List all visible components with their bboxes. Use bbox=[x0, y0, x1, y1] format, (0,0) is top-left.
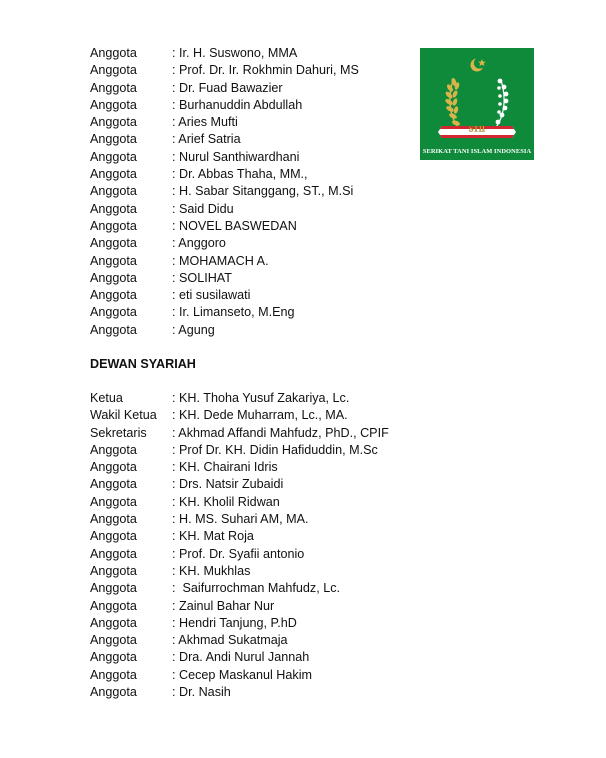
member-role: Anggota bbox=[90, 442, 137, 457]
member-role: Anggota bbox=[90, 546, 137, 561]
member-role: Anggota bbox=[90, 132, 137, 147]
member-role: Anggota bbox=[90, 598, 137, 613]
member-role: Anggota bbox=[90, 270, 137, 285]
member-name: : KH. Mat Roja bbox=[172, 529, 254, 544]
list-item bbox=[90, 511, 389, 528]
member-role: Anggota bbox=[90, 149, 137, 164]
member-name: : Anggoro bbox=[172, 236, 226, 251]
member-name: : Prof. Dr. Syafii antonio bbox=[172, 546, 305, 561]
member-role: Anggota bbox=[90, 184, 137, 199]
list-item bbox=[90, 407, 389, 424]
member-role: Anggota bbox=[90, 322, 137, 337]
list-item bbox=[90, 684, 389, 701]
member-role: Anggota bbox=[90, 494, 137, 509]
member-name: : Said Didu bbox=[172, 201, 234, 216]
list-item bbox=[90, 459, 389, 476]
list-item bbox=[90, 114, 359, 131]
list-item bbox=[90, 253, 359, 270]
member-name: : KH. Mukhlas bbox=[172, 563, 251, 578]
member-role: Anggota bbox=[90, 667, 137, 682]
list-item bbox=[90, 390, 389, 407]
member-name: : Agung bbox=[172, 322, 215, 337]
member-name: : SOLIHAT bbox=[172, 270, 232, 285]
list-item bbox=[90, 235, 359, 252]
member-role: Anggota bbox=[90, 685, 137, 700]
list-item bbox=[90, 131, 359, 148]
member-role: Anggota bbox=[90, 512, 137, 527]
list-item bbox=[90, 45, 359, 62]
stii-logo bbox=[420, 48, 534, 160]
member-name: : Nurul Santhiwardhani bbox=[172, 149, 300, 164]
member-name: : Dr. Abbas Thaha, MM., bbox=[172, 167, 308, 182]
member-name: : NOVEL BASWEDAN bbox=[172, 218, 297, 233]
section-title: DEWAN SYARIAH bbox=[90, 357, 196, 371]
member-name: : Akhmad Sukatmaja bbox=[172, 633, 288, 648]
member-name: : Hendri Tanjung, P.hD bbox=[172, 615, 297, 630]
member-role: Ketua bbox=[90, 391, 123, 405]
member-role: Anggota bbox=[90, 529, 137, 544]
member-name: : KH. Dede Muharram, Lc., MA. bbox=[172, 408, 348, 423]
member-name: : Ir. Limanseto, M.Eng bbox=[172, 305, 295, 320]
member-name: : Dr. Nasih bbox=[172, 685, 231, 700]
member-role: Sekretaris bbox=[90, 425, 147, 440]
member-role: Anggota bbox=[90, 253, 137, 268]
list-item bbox=[90, 166, 359, 183]
emblem-text: STII bbox=[468, 124, 486, 134]
list-item bbox=[90, 322, 359, 339]
list-item bbox=[90, 546, 389, 563]
member-list-top bbox=[90, 45, 359, 339]
member-role: Anggota bbox=[90, 236, 137, 251]
list-item bbox=[90, 667, 389, 684]
list-item bbox=[90, 270, 359, 287]
member-role: Anggota bbox=[90, 63, 137, 78]
member-name: : KH. Kholil Ridwan bbox=[172, 494, 280, 509]
list-item bbox=[90, 287, 359, 304]
member-role: Anggota bbox=[90, 633, 137, 648]
list-item bbox=[90, 149, 359, 166]
member-name: : KH. Thoha Yusuf Zakariya, Lc. bbox=[172, 391, 350, 405]
list-item bbox=[90, 442, 389, 459]
member-name: : KH. Chairani Idris bbox=[172, 460, 278, 475]
member-role: Wakil Ketua bbox=[90, 408, 157, 423]
member-role: Anggota bbox=[90, 650, 137, 665]
member-role: Anggota bbox=[90, 477, 137, 492]
member-name: : Aries Mufti bbox=[172, 115, 238, 130]
list-item bbox=[90, 425, 389, 442]
member-name: : Prof Dr. KH. Didin Hafiduddin, M.Sc bbox=[172, 442, 378, 457]
member-name: : Akhmad Affandi Mahfudz, PhD., CPIF bbox=[172, 425, 389, 440]
list-item bbox=[90, 649, 389, 666]
member-name: : Arief Satria bbox=[172, 132, 241, 147]
list-item bbox=[90, 97, 359, 114]
member-name: : eti susilawati bbox=[172, 288, 251, 303]
list-item bbox=[90, 598, 389, 615]
list-item bbox=[90, 183, 359, 200]
member-name: : Zainul Bahar Nur bbox=[172, 598, 275, 613]
list-item bbox=[90, 304, 359, 321]
list-item bbox=[90, 201, 359, 218]
member-name: : MOHAMACH A. bbox=[172, 253, 269, 268]
member-name: : Cecep Maskanul Hakim bbox=[172, 667, 312, 682]
member-role: Anggota bbox=[90, 288, 137, 303]
list-item bbox=[90, 528, 389, 545]
member-role: Anggota bbox=[90, 97, 137, 112]
list-item bbox=[90, 476, 389, 493]
member-name: : Dra. Andi Nurul Jannah bbox=[172, 650, 310, 665]
member-name: : Prof. Dr. Ir. Rokhmin Dahuri, MS bbox=[172, 63, 359, 78]
member-role: Anggota bbox=[90, 201, 137, 216]
member-name: : Drs. Natsir Zubaidi bbox=[172, 477, 284, 492]
member-name: : Ir. H. Suswono, MMA bbox=[172, 46, 298, 60]
member-role: Anggota bbox=[90, 218, 137, 233]
member-role: Anggota bbox=[90, 563, 137, 578]
crescent-star-wheat-emblem-icon bbox=[420, 48, 534, 160]
member-list-dewan-syariah bbox=[90, 390, 389, 701]
member-role: Anggota bbox=[90, 581, 137, 596]
list-item bbox=[90, 494, 389, 511]
list-item bbox=[90, 580, 389, 597]
logo-caption: SERIKAT TANI ISLAM INDONESIA bbox=[422, 148, 532, 155]
list-item bbox=[90, 632, 389, 649]
list-item bbox=[90, 218, 359, 235]
list-item bbox=[90, 62, 359, 79]
member-name: : Burhanuddin Abdullah bbox=[172, 97, 303, 112]
member-role: Anggota bbox=[90, 80, 137, 95]
member-role: Anggota bbox=[90, 305, 137, 320]
member-role: Anggota bbox=[90, 167, 137, 182]
member-name: : Dr. Fuad Bawazier bbox=[172, 80, 283, 95]
member-name: : H. Sabar Sitanggang, ST., M.Si bbox=[172, 184, 354, 199]
list-item bbox=[90, 563, 389, 580]
list-item bbox=[90, 80, 359, 97]
member-name: : H. MS. Suhari AM, MA. bbox=[172, 512, 309, 527]
member-role: Anggota bbox=[90, 460, 137, 475]
list-item bbox=[90, 615, 389, 632]
member-role: Anggota bbox=[90, 115, 137, 130]
member-role: Anggota bbox=[90, 46, 137, 60]
member-role: Anggota bbox=[90, 615, 137, 630]
member-name: : Saifurrochman Mahfudz, Lc. bbox=[172, 581, 340, 596]
